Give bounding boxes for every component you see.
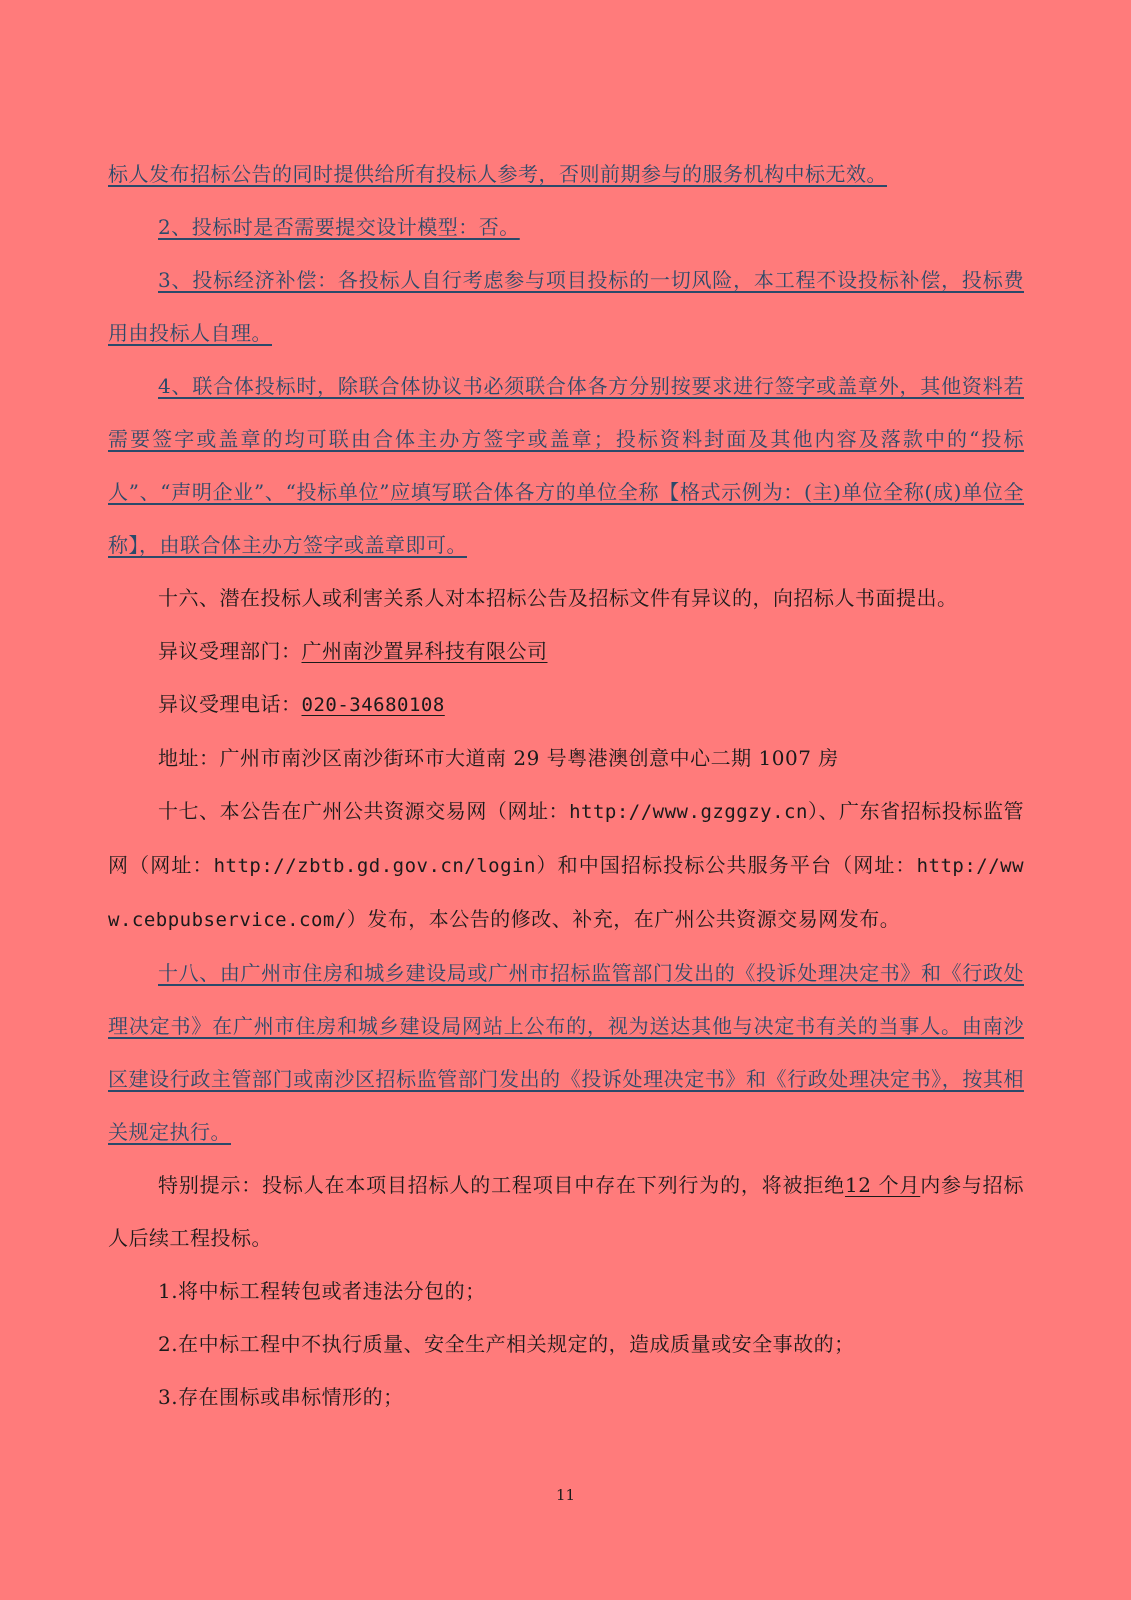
- paragraph-publication: [108, 785, 1024, 947]
- paragraph-special-notice: [108, 1159, 1024, 1265]
- publication-text: ）发布，本公告的修改、补充，在广州公共资源交易网发布。: [346, 907, 901, 931]
- paragraph-design-model: [108, 201, 1024, 254]
- tracked-change-text: 标人发布招标公告的同时提供给所有投标人参考，否则前期参与的服务机构中标无效。: [108, 162, 887, 186]
- special-notice-text: 内参与招标人后续工程投标。: [108, 1173, 1025, 1250]
- publication-text: 十七、本公告在广州公共资源交易网（网址：: [158, 799, 570, 823]
- objection-phone-label: 异议受理电话：: [158, 692, 302, 716]
- address-line: 地址：广州市南沙区南沙街环市大道南 29 号粤港澳创意中心二期 1007 房: [158, 746, 839, 770]
- paragraph-decisions: [108, 947, 1024, 1159]
- objection-phone-line: [108, 678, 1024, 732]
- publication-text: ）和中国招标投标公共服务平台（网址：: [535, 853, 917, 877]
- list-item-1: 1.将中标工程转包或者违法分包的；: [158, 1279, 486, 1303]
- tracked-change-text: 十八、由广州市住房和城乡建设局或广州市招标监管部门发出的《投诉处理决定书》和《行政处理决定书》在广州市住房和城乡建设局网站上公布的，视为送达其他与决定书有关的当事人。由南沙区建设行政主管部门或南沙区招标监管部门发出的《投诉处理决定书》和《行政处理决定书》，按其相关规定执行。: [108, 961, 1024, 1144]
- paragraph-consortium: [108, 360, 1024, 572]
- paragraph-objection: 十六、潜在投标人或利害关系人对本招标公告及招标文件有异议的，向招标人书面提出。: [158, 586, 958, 610]
- url-zbtb: http://zbtb.gd.gov.cn/login: [213, 855, 536, 877]
- paragraph-compensation: [108, 254, 1024, 360]
- document-body: [108, 148, 1024, 1424]
- list-item-2: 2.在中标工程中不执行质量、安全生产相关规定的，造成质量或安全事故的；: [158, 1332, 855, 1356]
- special-notice-months: 12 个月: [844, 1173, 921, 1197]
- objection-dept-value: 广州南沙置昇科技有限公司: [301, 639, 548, 663]
- page-number: 11: [555, 1486, 576, 1504]
- objection-phone-value: 020-34680108: [301, 694, 445, 716]
- paragraph-continuation: [108, 148, 1024, 201]
- objection-dept-label: 异议受理部门：: [158, 639, 302, 663]
- list-item-3: 3.存在围标或串标情形的；: [158, 1385, 404, 1409]
- publication-text: ）、广东省招标投标监管网（网址：: [108, 799, 1025, 877]
- tracked-change-text: 2、投标时是否需要提交设计模型：否。: [158, 215, 520, 239]
- objection-dept-line: [108, 625, 1024, 678]
- special-notice-text: 特别提示：投标人在本项目招标人的工程项目中存在下列行为的，将被拒绝: [158, 1173, 845, 1197]
- tracked-change-text: 3、投标经济补偿：各投标人自行考虑参与项目投标的一切风险，本工程不设投标补偿，投标费用由投标人自理。: [108, 268, 1024, 345]
- url-gzggzy: http://www.gzggzy.cn: [569, 801, 808, 823]
- tracked-change-text: 4、联合体投标时，除联合体协议书必须联合体各方分别按要求进行签字或盖章外，其他资料若需要签字或盖章的均可联由合体主办方签字或盖章；投标资料封面及其他内容及落款中的“投标人”、“声明企业”、“投标单位”应填写联合体各方的单位全称【格式示例为：(主)单位全称(成)单位全称】，由联合体主办方签字或盖章即可。: [108, 374, 1024, 557]
- url-cebpubservice: http://www.cebpubservice.com/: [108, 855, 1025, 931]
